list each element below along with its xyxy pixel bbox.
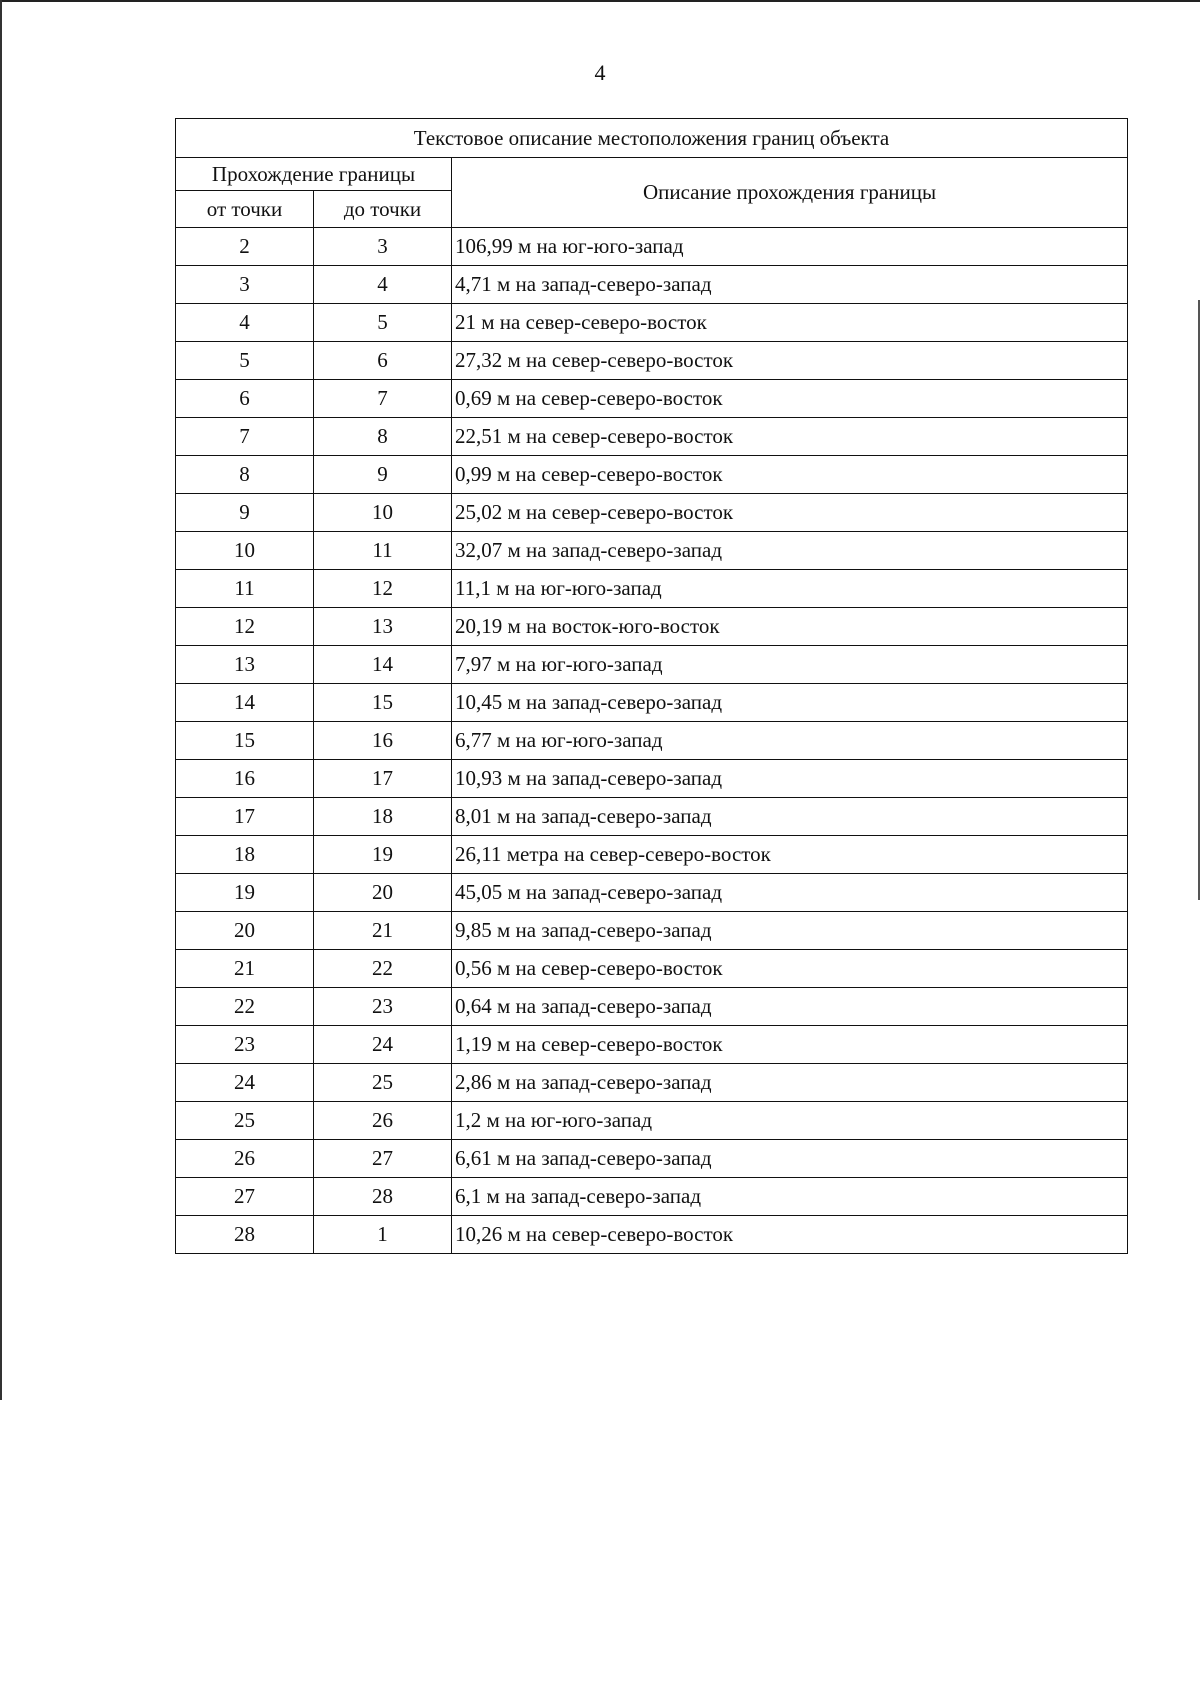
description-cell: 4,71 м на запад-северо-запад xyxy=(452,266,1128,304)
from-point-cell: 3 xyxy=(176,266,314,304)
table-row xyxy=(176,1064,1128,1102)
from-point-cell: 12 xyxy=(176,608,314,646)
table-row xyxy=(176,228,1128,266)
description-cell: 0,64 м на запад-северо-запад xyxy=(452,988,1128,1026)
table-row xyxy=(176,646,1128,684)
description-cell: 8,01 м на запад-северо-запад xyxy=(452,798,1128,836)
to-point-cell: 11 xyxy=(314,532,452,570)
from-point-cell: 25 xyxy=(176,1102,314,1140)
description-cell: 1,19 м на север-северо-восток xyxy=(452,1026,1128,1064)
description-cell: 11,1 м на юг-юго-запад xyxy=(452,570,1128,608)
table-row xyxy=(176,380,1128,418)
table-row xyxy=(176,494,1128,532)
table-row xyxy=(176,950,1128,988)
from-point-cell: 4 xyxy=(176,304,314,342)
description-cell: 2,86 м на запад-северо-запад xyxy=(452,1064,1128,1102)
table-row xyxy=(176,798,1128,836)
from-point-cell: 18 xyxy=(176,836,314,874)
from-point-cell: 14 xyxy=(176,684,314,722)
to-point-cell: 25 xyxy=(314,1064,452,1102)
page-number: 4 xyxy=(594,60,606,85)
from-point-cell: 26 xyxy=(176,1140,314,1178)
from-point-cell: 28 xyxy=(176,1216,314,1254)
table-row xyxy=(176,836,1128,874)
to-point-cell: 4 xyxy=(314,266,452,304)
description-cell: 10,26 м на север-северо-восток xyxy=(452,1216,1128,1254)
table-row xyxy=(176,1140,1128,1178)
to-point-cell: 10 xyxy=(314,494,452,532)
table-row xyxy=(176,1178,1128,1216)
from-point-cell: 22 xyxy=(176,988,314,1026)
to-point-cell: 15 xyxy=(314,684,452,722)
to-point-cell: 27 xyxy=(314,1140,452,1178)
table-row xyxy=(176,418,1128,456)
from-point-cell: 8 xyxy=(176,456,314,494)
from-point-cell: 17 xyxy=(176,798,314,836)
table-row xyxy=(176,608,1128,646)
table-row xyxy=(176,1216,1128,1254)
description-cell: 21 м на север-северо-восток xyxy=(452,304,1128,342)
description-cell: 7,97 м на юг-юго-запад xyxy=(452,646,1128,684)
to-point-cell: 16 xyxy=(314,722,452,760)
to-point-cell: 13 xyxy=(314,608,452,646)
group-header-boundary-passage: Прохождение границы xyxy=(176,158,452,191)
from-point-cell: 19 xyxy=(176,874,314,912)
from-point-cell: 15 xyxy=(176,722,314,760)
to-point-cell: 14 xyxy=(314,646,452,684)
description-cell: 45,05 м на запад-северо-запад xyxy=(452,874,1128,912)
table-row xyxy=(176,266,1128,304)
to-point-cell: 26 xyxy=(314,1102,452,1140)
description-cell: 32,07 м на запад-северо-запад xyxy=(452,532,1128,570)
description-cell: 6,1 м на запад-северо-запад xyxy=(452,1178,1128,1216)
from-point-cell: 2 xyxy=(176,228,314,266)
to-point-cell: 6 xyxy=(314,342,452,380)
to-point-cell: 21 xyxy=(314,912,452,950)
from-point-cell: 13 xyxy=(176,646,314,684)
to-point-cell: 18 xyxy=(314,798,452,836)
table-row xyxy=(176,532,1128,570)
to-point-cell: 8 xyxy=(314,418,452,456)
to-point-cell: 23 xyxy=(314,988,452,1026)
table-row xyxy=(176,684,1128,722)
from-point-cell: 5 xyxy=(176,342,314,380)
from-point-cell: 9 xyxy=(176,494,314,532)
description-cell: 20,19 м на восток-юго-восток xyxy=(452,608,1128,646)
to-point-cell: 9 xyxy=(314,456,452,494)
to-point-cell: 5 xyxy=(314,304,452,342)
table-row xyxy=(176,760,1128,798)
column-header-description: Описание прохождения границы xyxy=(452,158,1128,228)
from-point-cell: 27 xyxy=(176,1178,314,1216)
table-row xyxy=(176,456,1128,494)
description-cell: 0,69 м на север-северо-восток xyxy=(452,380,1128,418)
from-point-cell: 23 xyxy=(176,1026,314,1064)
table-row xyxy=(176,722,1128,760)
scan-top-edge xyxy=(0,0,1200,2)
description-cell: 10,93 м на запад-северо-запад xyxy=(452,760,1128,798)
from-point-cell: 20 xyxy=(176,912,314,950)
description-cell: 26,11 метра на север-северо-восток xyxy=(452,836,1128,874)
boundary-description-table xyxy=(175,118,1128,1254)
table-row xyxy=(176,1102,1128,1140)
table-row xyxy=(176,342,1128,380)
table-row xyxy=(176,988,1128,1026)
description-cell: 9,85 м на запад-северо-запад xyxy=(452,912,1128,950)
description-cell: 25,02 м на север-северо-восток xyxy=(452,494,1128,532)
to-point-cell: 20 xyxy=(314,874,452,912)
to-point-cell: 7 xyxy=(314,380,452,418)
description-cell: 106,99 м на юг-юго-запад xyxy=(452,228,1128,266)
from-point-cell: 24 xyxy=(176,1064,314,1102)
from-point-cell: 10 xyxy=(176,532,314,570)
description-cell: 1,2 м на юг-юго-запад xyxy=(452,1102,1128,1140)
to-point-cell: 19 xyxy=(314,836,452,874)
table-title: Текстовое описание местоположения границ объекта xyxy=(176,119,1128,158)
table-row xyxy=(176,874,1128,912)
table-row xyxy=(176,1026,1128,1064)
from-point-cell: 11 xyxy=(176,570,314,608)
description-cell: 6,77 м на юг-юго-запад xyxy=(452,722,1128,760)
from-point-cell: 16 xyxy=(176,760,314,798)
scan-left-edge xyxy=(0,0,2,1400)
column-header-to-point: до точки xyxy=(314,191,452,228)
table-body xyxy=(176,228,1128,1254)
to-point-cell: 17 xyxy=(314,760,452,798)
description-cell: 6,61 м на запад-северо-запад xyxy=(452,1140,1128,1178)
table-row xyxy=(176,570,1128,608)
from-point-cell: 21 xyxy=(176,950,314,988)
to-point-cell: 22 xyxy=(314,950,452,988)
table-row xyxy=(176,304,1128,342)
to-point-cell: 28 xyxy=(314,1178,452,1216)
from-point-cell: 6 xyxy=(176,380,314,418)
description-cell: 27,32 м на север-северо-восток xyxy=(452,342,1128,380)
description-cell: 0,56 м на север-северо-восток xyxy=(452,950,1128,988)
to-point-cell: 3 xyxy=(314,228,452,266)
to-point-cell: 12 xyxy=(314,570,452,608)
from-point-cell: 7 xyxy=(176,418,314,456)
column-header-from-point: от точки xyxy=(176,191,314,228)
table-row xyxy=(176,912,1128,950)
description-cell: 22,51 м на север-северо-восток xyxy=(452,418,1128,456)
description-cell: 0,99 м на север-северо-восток xyxy=(452,456,1128,494)
description-cell: 10,45 м на запад-северо-запад xyxy=(452,684,1128,722)
to-point-cell: 24 xyxy=(314,1026,452,1064)
to-point-cell: 1 xyxy=(314,1216,452,1254)
